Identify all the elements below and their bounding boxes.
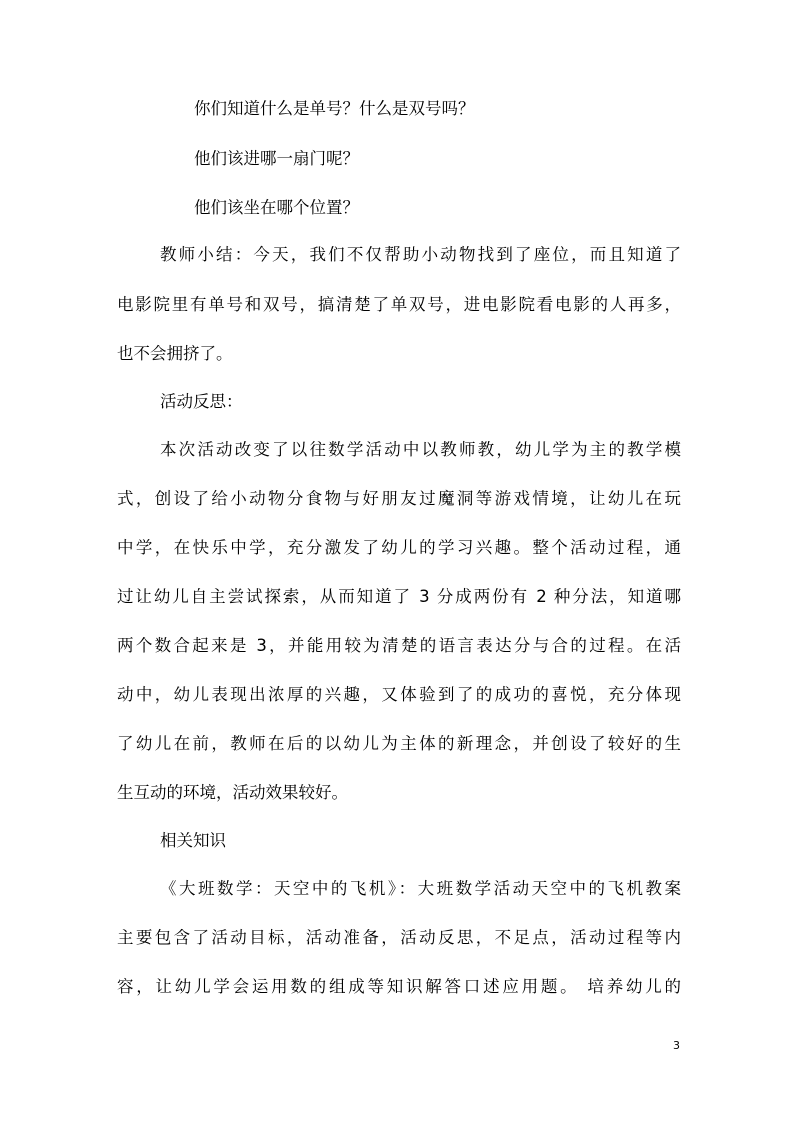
section-heading: 相关知识 xyxy=(160,831,226,850)
text-line: 式，创设了给小动物分食物与好朋友过魔洞等游戏情境，让幼儿在玩 xyxy=(117,489,681,508)
text-line: 他们该进哪一扇门呢？ xyxy=(194,149,359,168)
text-line: 生互动的环境，活动效果较好。 xyxy=(117,783,348,802)
text-line: 教师小结：今天，我们不仅帮助小动物找到了座位，而且知道了 xyxy=(160,245,681,264)
text-line: 中学，在快乐中学，充分激发了幼儿的学习兴趣。整个活动过程，通 xyxy=(117,538,681,557)
text-line: 了幼儿在前，教师在后的以幼儿为主体的新理念，并创设了较好的生 xyxy=(117,734,681,753)
text-line: 他们该坐在哪个位置？ xyxy=(194,198,359,217)
text-line: 过让幼儿自主尝试探索，从而知道了 3 分成两份有 2 种分法，知道哪 xyxy=(117,587,681,606)
section-heading: 活动反思： xyxy=(160,392,243,411)
text-line: 本次活动改变了以往数学活动中以教师教，幼儿学为主的教学模 xyxy=(160,440,681,459)
text-line: 你们知道什么是单号？什么是双号吗？ xyxy=(194,99,475,118)
text-line: 两个数合起来是 3，并能用较为清楚的语言表达分与合的过程。在活 xyxy=(117,636,681,655)
text-line: 也不会拥挤了。 xyxy=(117,344,233,363)
text-line: 电影院里有单号和双号，搞清楚了单双号，进电影院看电影的人再多， xyxy=(117,295,681,314)
text-line: 主要包含了活动目标，活动准备，活动反思，不足点，活动过程等内 xyxy=(117,928,681,947)
text-line: 容，让幼儿学会运用数的组成等知识解答口述应用题。 培养幼儿的 xyxy=(117,977,681,996)
text-line: 《大班数学：天空中的飞机》：大班数学活动天空中的飞机教案 xyxy=(160,879,681,898)
text-line: 动中，幼儿表现出浓厚的兴趣，又体验到了的成功的喜悦，充分体现 xyxy=(117,685,681,704)
page-number: 3 xyxy=(673,1039,680,1052)
